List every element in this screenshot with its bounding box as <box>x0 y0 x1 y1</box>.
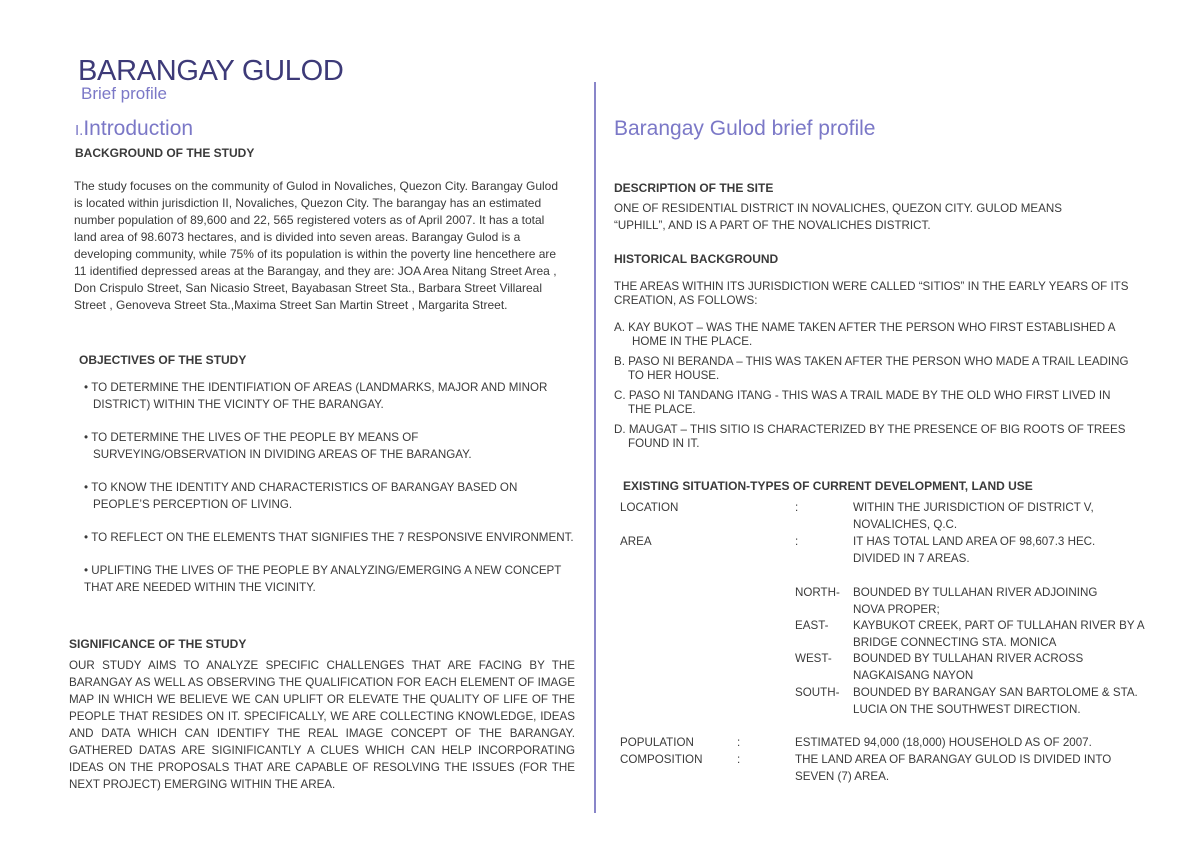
significance-heading: SIGNIFICANCE OF THE STUDY <box>69 637 247 651</box>
location-value: WITHIN THE JURISDICTION OF DISTRICT V, NOVALICHES, Q.C. <box>853 501 1094 531</box>
area-value: IT HAS TOTAL LAND AREA OF 98,607.3 HEC. DIVIDED IN 7 AREAS. <box>853 535 1096 565</box>
area-label: AREA <box>620 535 652 548</box>
composition-value: THE LAND AREA OF BARANGAY GULOD IS DIVIDED INTO SEVEN (7) AREA. <box>795 753 1112 783</box>
population-value: ESTIMATED 94,000 (18,000) HOUSEHOLD AS OF 2007. <box>795 736 1092 749</box>
population-colon: : <box>737 736 741 749</box>
objective-item: • TO KNOW THE IDENTITY AND CHARACTERISTICS OF BARANGAY BASED ON PEOPLE’S PERCEPTION OF LIVING. <box>84 481 518 511</box>
objectives-list <box>79 379 574 596</box>
sitio-item: C. PASO NI TANDANG ITANG - THIS WAS A TRAIL MADE BY THE OLD WHO FIRST LIVED IN THE PLACE. <box>614 389 1111 416</box>
existing-situation-heading: EXISTING SITUATION-TYPES OF CURRENT DEVELOPMENT, LAND USE <box>623 479 1033 493</box>
objective-item: • TO DETERMINE THE LIVES OF THE PEOPLE BY MEANS OF SURVEYING/OBSERVATION IN DIVIDING AREAS OF THE BARANGAY. <box>84 431 472 461</box>
section-number: I. <box>75 122 84 139</box>
bound-description: KAYBUKOT CREEK, PART OF TULLAHAN RIVER BY A BRIDGE CONNECTING STA. MONICA <box>853 619 1145 649</box>
area-colon: : <box>795 535 799 548</box>
bound-description: BOUNDED BY BARANGAY SAN BARTOLOME & STA. LUCIA ON THE SOUTHWEST DIRECTION. <box>853 686 1138 716</box>
objective-item: • UPLIFTING THE LIVES OF THE PEOPLE BY ANALYZING/EMERGING A NEW CONCEPT THAT ARE NEEDED WITHIN THE VICINITY. <box>84 564 562 594</box>
sitio-list <box>614 321 1134 451</box>
location-colon: : <box>795 501 799 514</box>
profile-heading: Barangay Gulod brief profile <box>614 117 876 140</box>
sitio-item: D. MAUGAT – THIS SITIO IS CHARACTERIZED BY THE PRESENCE OF BIG ROOTS OF TREES FOUND IN IT. <box>614 423 1126 450</box>
composition-label: COMPOSITION <box>620 753 703 766</box>
background-heading: BACKGROUND OF THE STUDY <box>75 146 255 160</box>
location-label: LOCATION <box>620 501 679 514</box>
background-paragraph: The study focuses on the community of Gulod in Novaliches, Quezon City. Barangay Gulod is located within jurisdiction II, Novaliches, Quezon City. The barangay has an estimated number population of 89,600 and 22, 565 registered voters as of April 2007. It has a total land area of 98.6073 hectares, and is divided into seven areas. Barangay Gulod is a developing community, while 75% of its population is within the poverty line hencethere are 11 identified depressed areas at the Barangay, and they are: JOA Area Nitang Street Area , Don Crispulo Street, San Nicasio Street, Bayabasan Street Sta., Barbara Street Villareal Street , Genoveva Street Sta.,Maxima Street San Martin Street , Margarita Street. <box>74 179 559 312</box>
bound-description: BOUNDED BY TULLAHAN RIVER ACROSS NAGKAISANG NAYON <box>853 652 1084 682</box>
description-heading: DESCRIPTION OF THE SITE <box>614 181 774 195</box>
introduction-heading <box>75 117 193 141</box>
column-divider <box>594 82 596 813</box>
history-heading: HISTORICAL BACKGROUND <box>614 252 779 266</box>
introduction-title: Introduction <box>83 117 194 140</box>
objective-item: • TO DETERMINE THE IDENTIFIATION OF AREAS (LANDMARKS, MAJOR AND MINOR DISTRICT) WITHIN THE VICINTY OF THE BARANGAY. <box>84 381 548 411</box>
bound-direction: NORTH- <box>795 586 840 599</box>
history-intro: THE AREAS WITHIN ITS JURISDICTION WERE CALLED “SITIOS” IN THE EARLY YEARS OF ITS CREATION, AS FOLLOWS: <box>614 280 1129 307</box>
objectives-heading: OBJECTIVES OF THE STUDY <box>79 353 247 367</box>
population-label: POPULATION <box>620 736 694 749</box>
bound-direction: EAST- <box>795 619 829 632</box>
bound-direction: WEST- <box>795 652 832 665</box>
document-title: BARANGAY GULOD <box>78 55 344 87</box>
document-subtitle: Brief profile <box>81 84 167 103</box>
bound-direction: SOUTH- <box>795 686 840 699</box>
sitio-item: B. PASO NI BERANDA – THIS WAS TAKEN AFTER THE PERSON WHO MADE A TRAIL LEADING TO HER HOUSE. <box>614 355 1129 382</box>
significance-paragraph: OUR STUDY AIMS TO ANALYZE SPECIFIC CHALLENGES THAT ARE FACING BY THE BARANGAY AS WELL AS OBSERVING THE QUALIFICATION FOR EACH ELEMENT OF IMAGE MAP IN WHICH WE BELIEVE WE CAN UPLIFT OR ELEVATE THE QUALITY OF LIFE OF THE PEOPLE THAT RESIDES ON IT. SPECIFICALLY, WE ARE COLLECTING KNOWLEDGE, IDEAS AND DATA WHICH CAN IDENTIFY THE REAL IMAGE CONCEPT OF THE BARANGAY. GATHERED DATAS ARE SIGINIFICANTLY A CLUES WHICH CAN HELP INCORPORATING IDEAS ON THE PROPOSALS THAT ARE CAPABLE OF RESOLVING THE ISSUES (FOR THE NEXT PROJECT) EMERGING WITHIN THE AREA. <box>69 659 575 791</box>
composition-colon: : <box>737 753 741 766</box>
description-paragraph: ONE OF RESIDENTIAL DISTRICT IN NOVALICHES, QUEZON CITY. GULOD MEANS “UPHILL”, AND IS A PART OF THE NOVALICHES DISTRICT. <box>614 202 1062 232</box>
bound-description: BOUNDED BY TULLAHAN RIVER ADJOINING NOVA PROPER; <box>853 586 1098 616</box>
objective-item: • TO REFLECT ON THE ELEMENTS THAT SIGNIFIES THE 7 RESPONSIVE ENVIRONMENT. <box>84 531 574 544</box>
sitio-item: A. KAY BUKOT – WAS THE NAME TAKEN AFTER THE PERSON WHO FIRST ESTABLISHED A HOME IN THE PLACE. <box>614 321 1115 348</box>
